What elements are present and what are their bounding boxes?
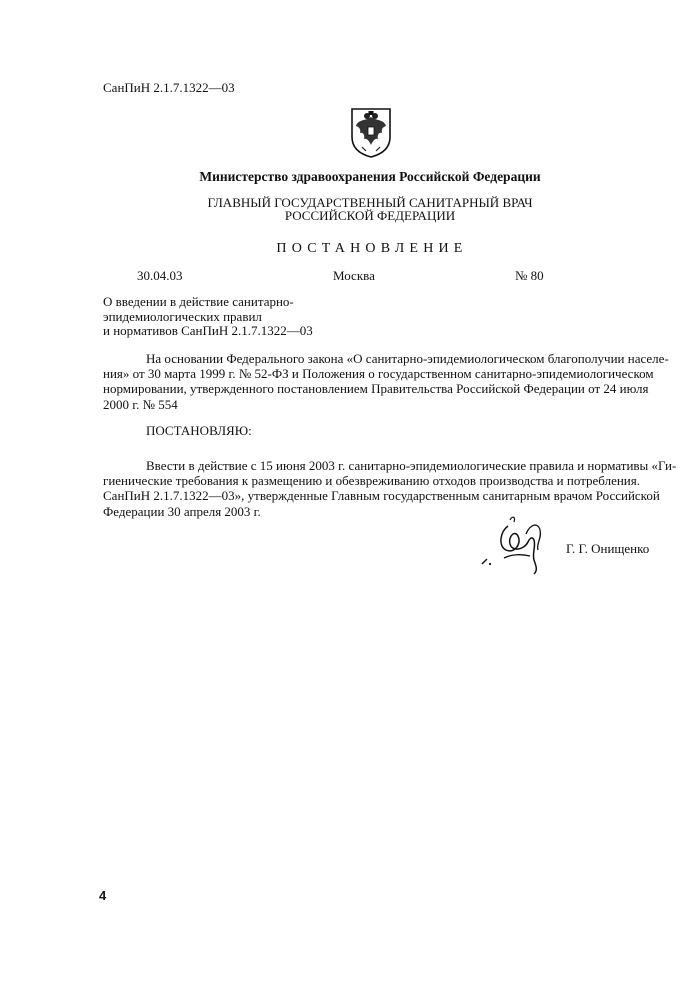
decree-title: ПОСТАНОВЛЕНИЕ (276, 241, 468, 256)
paragraph-line: нормировании, утвержденного постановлением Правительства Российской Федерации от 24 июля (103, 381, 649, 397)
paragraph-line: Ввести в действие с 15 июня 2003 г. санитарно-эпидемиологические правила и нормативы «Ги- (146, 458, 677, 473)
paragraph-line: ния» от 30 марта 1999 г. № 52-ФЗ и Положения о государственном санитарно-эпидемиологическом (103, 366, 654, 382)
resolve-heading: ПОСТАНОВЛЯЮ: (146, 423, 252, 438)
paragraph-line: СанПиН 2.1.7.1322—03», утвержденные Главным государственным санитарным врачом Российской (103, 488, 660, 504)
paragraph-basis (103, 351, 669, 412)
subject-line-3: и нормативов СанПиН 2.1.7.1322—03 (103, 323, 313, 338)
decree-city: Москва (333, 268, 375, 283)
ministry-name: Министерство здравоохранения Российской Федерации (199, 169, 541, 184)
signer-name: Г. Г. Онищенко (566, 541, 650, 556)
subject-line-1: О введении в действие санитарно- (103, 294, 294, 309)
coat-of-arms-icon (349, 107, 393, 159)
authority-line-2: РОССИЙСКОЙ ФЕДЕРАЦИИ (284, 208, 456, 223)
paragraph-line: 2000 г. № 554 (103, 396, 178, 412)
paragraph-line: Федерации 30 апреля 2003 г. (103, 503, 261, 519)
decree-subject (103, 295, 313, 339)
paragraph-line: На основании Федерального закона «О санитарно-эпидемиологическом благополучии населе- (146, 351, 669, 366)
page-number: 4 (99, 888, 107, 903)
signature-image (478, 514, 556, 576)
subject-line-2: эпидемиологических правил (103, 308, 262, 324)
authority-line-1: ГЛАВНЫЙ ГОСУДАРСТВЕННЫЙ САНИТАРНЫЙ ВРАЧ (207, 195, 533, 210)
document-code: СанПиН 2.1.7.1322—03 (103, 80, 235, 95)
decree-number: № 80 (515, 268, 544, 283)
paragraph-line: гиенические требования к размещению и обезвреживанию отходов производства и потребления. (103, 473, 640, 489)
authority-title (0, 196, 700, 222)
paragraph-decision (103, 458, 677, 519)
decree-date: 30.04.03 (137, 268, 183, 283)
